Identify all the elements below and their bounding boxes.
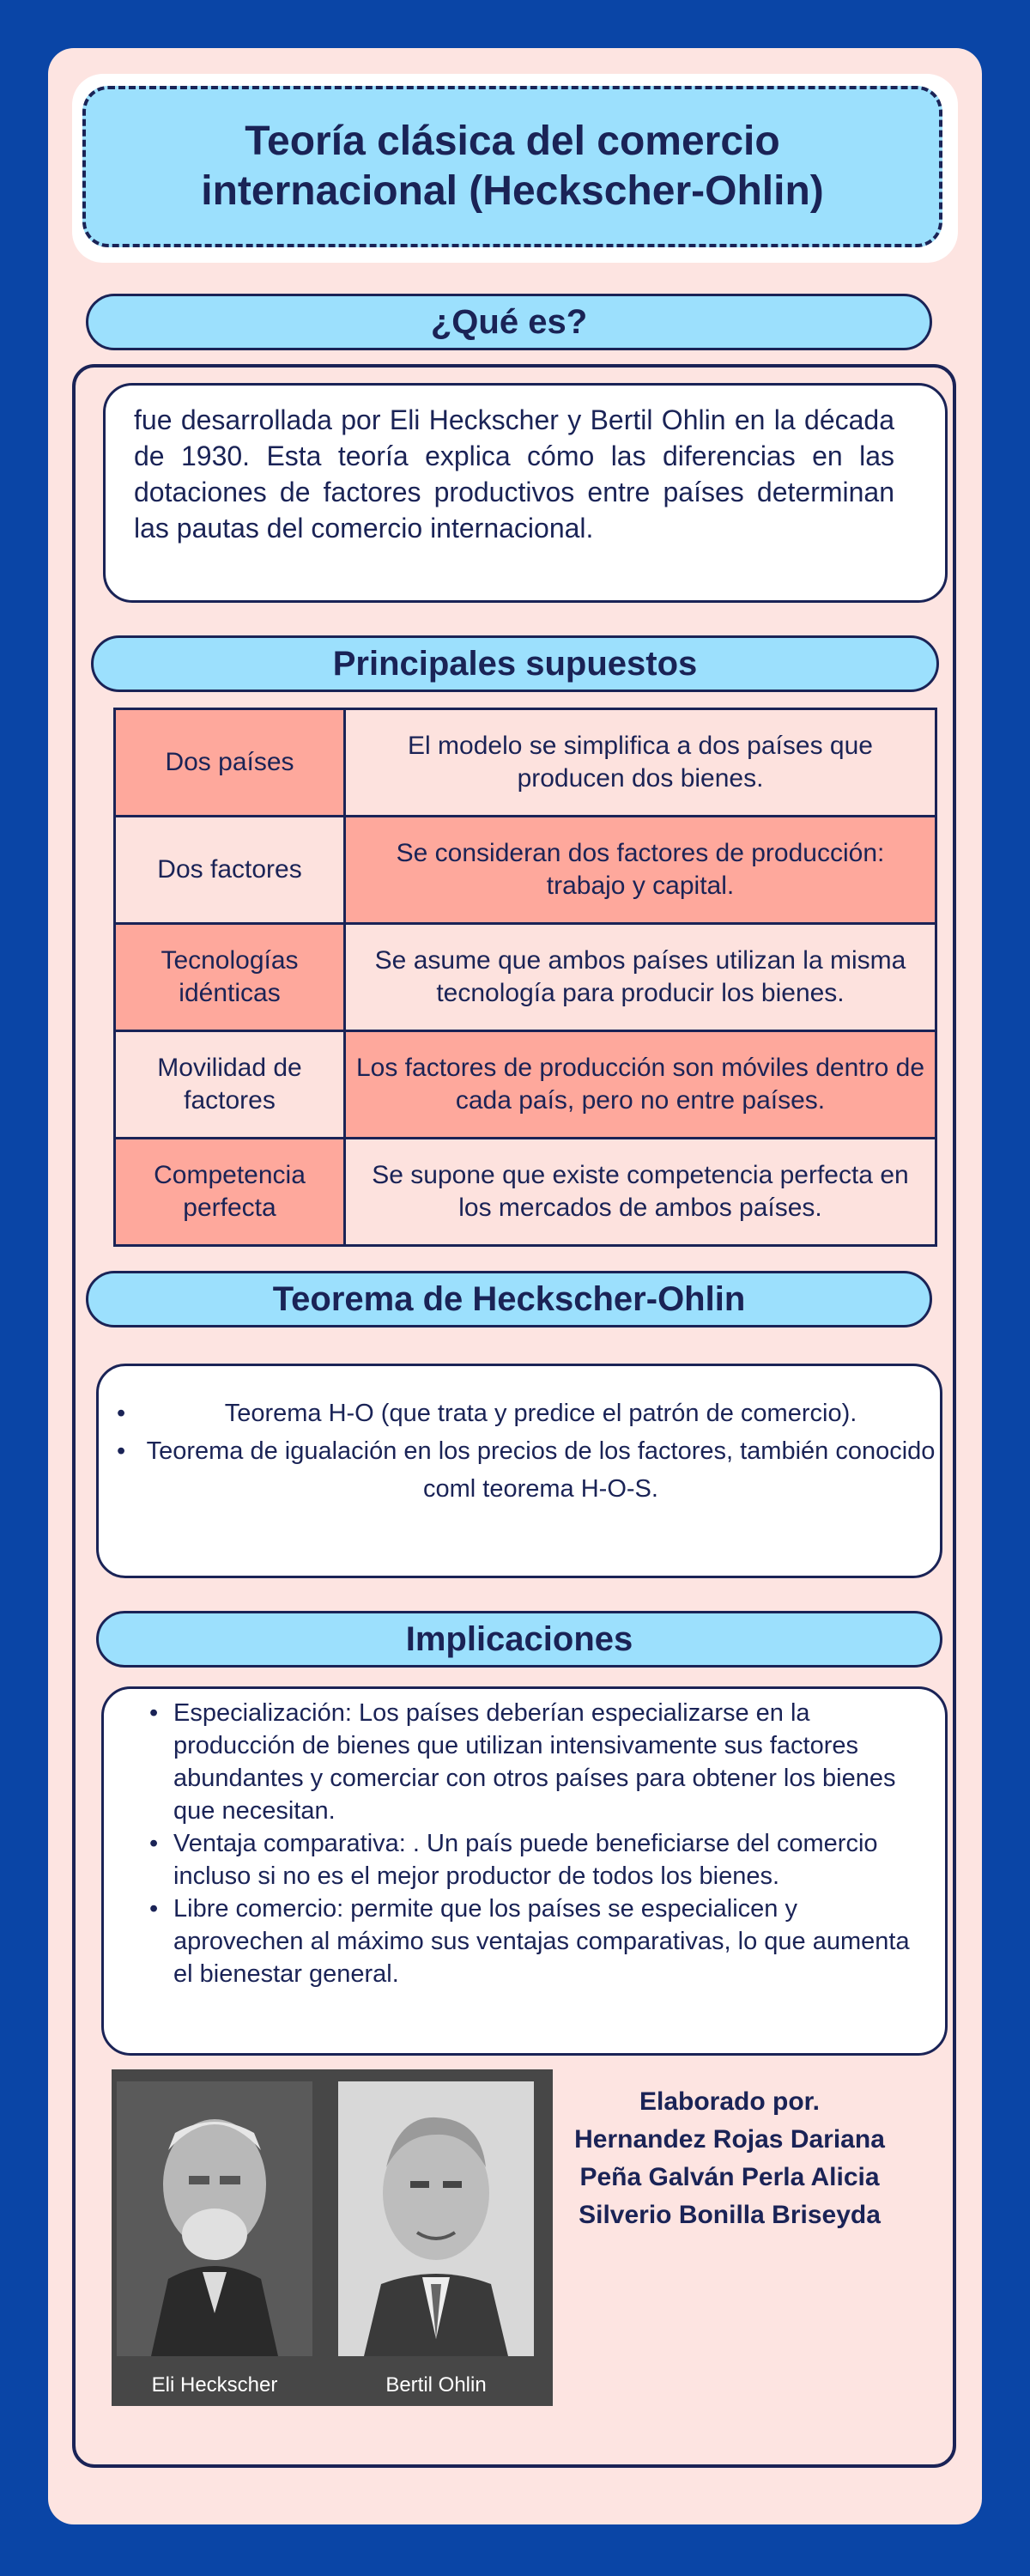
author-name: Hernandez Rojas Dariana — [574, 2125, 885, 2154]
portrait-ohlin — [338, 2081, 534, 2356]
page-title: Teoría clásica del comercio internacional (Heckscher-Ohlin) — [82, 86, 942, 247]
section-heading-supuestos: Principales supuestos — [91, 635, 939, 692]
assumption-name: Movilidad de factores — [115, 1031, 345, 1139]
list-item: • Teorema de igualación en los precios de los factores, también conocido coml teorema H-O-S. — [112, 1432, 944, 1508]
assumption-name: Tecnologías idénticas — [115, 924, 345, 1031]
section-heading-teorema: Teorema de Heckscher-Ohlin — [86, 1271, 932, 1327]
portrait-heckscher — [117, 2081, 312, 2356]
assumptions-table — [113, 708, 937, 1247]
table-row — [115, 924, 936, 1031]
implications-list — [146, 1697, 927, 1990]
assumption-description: Los factores de producción son móviles dentro de cada país, pero no entre países. — [345, 1031, 936, 1139]
assumption-name: Dos factores — [115, 817, 345, 924]
list-item: • Libre comercio: permite que los países se especialicen y aprovechen al máximo sus ventajas comparativas, lo que aumenta el bienestar general. — [146, 1893, 927, 1990]
intro-text: fue desarrollada por Eli Heckscher y Bertil Ohlin en la década de 1930. Esta teoría explica cómo las diferencias en las dotaciones de factores productivos entre países determinan las pautas del comercio internacional. — [134, 404, 894, 544]
portraits-photo — [112, 2069, 553, 2406]
credits — [556, 2083, 903, 2234]
section-heading-que-es: ¿Qué es? — [86, 294, 932, 350]
author-name: Silverio Bonilla Briseyda — [579, 2201, 881, 2229]
list-item: • Ventaja comparativa: . Un país puede beneficiarse del comercio incluso si no es el mejor productor de todos los bienes. — [146, 1827, 927, 1893]
author-name: Peña Galván Perla Alicia — [579, 2163, 880, 2191]
list-item: • Especialización: Los países deberían especializarse en la producción de bienes que utilizan intensivamente sus factores abundantes y comerciar con otros países para obtener los bienes que necesitan. — [146, 1697, 927, 1827]
theorem-list — [112, 1394, 944, 1508]
table-row — [115, 817, 936, 924]
assumption-description: El modelo se simplifica a dos países que producen dos bienes. — [345, 709, 936, 817]
assumption-description: Se consideran dos factores de producción: trabajo y capital. — [345, 817, 936, 924]
table-row — [115, 1139, 936, 1246]
assumption-description: Se asume que ambos países utilizan la misma tecnología para producir los bienes. — [345, 924, 936, 1031]
table-row — [115, 1031, 936, 1139]
caption-heckscher: Eli Heckscher — [151, 2373, 278, 2397]
table-row — [115, 709, 936, 817]
assumption-description: Se supone que existe competencia perfecta en los mercados de ambos países. — [345, 1139, 936, 1246]
section-heading-implicaciones: Implicaciones — [96, 1611, 942, 1668]
credits-label: Elaborado por. — [639, 2087, 821, 2116]
assumption-name: Dos países — [115, 709, 345, 817]
caption-ohlin: Bertil Ohlin — [385, 2373, 487, 2397]
title-container — [72, 74, 958, 263]
list-item: • Teorema H-O (que trata y predice el patrón de comercio). — [112, 1394, 944, 1432]
assumption-name: Competencia perfecta — [115, 1139, 345, 1246]
